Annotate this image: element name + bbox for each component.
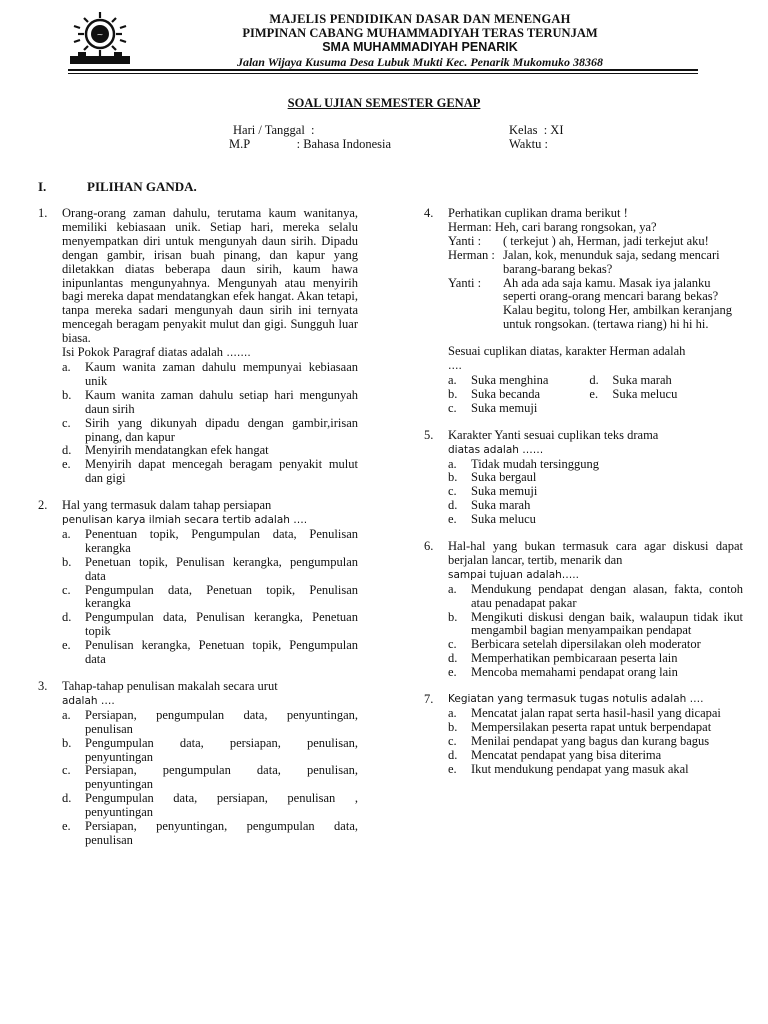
option-a[interactable]: a. Kaum wanita zaman dahulu mempunyai kebiasaan unik: [62, 359, 358, 388]
option-e[interactable]: e. Penulisan kerangka, Penetuan topik, Pengumpulan data: [62, 638, 358, 667]
question-stem: Orang-orang zaman dahulu, terutama kaum wanitanya, memiliki kebiasaan unik. Setiap hari, mereka selalu menyempatkan diri untuk mengunyah daun sirih. Dipadu dengan gambir, irisan buah pinang, dan kapur yang diletakkan diatas beberapa daun sirih, kaum hawa inipunlantas mengunyahnya. Mengunyah atau menyirih bagi mereka dapat mendatangkan efek hangat. Akan tetapi, tanpa mereka sadari mengunyah daun sirih ini ternyata mencegah beragam penyakit mulut dan gigi. Sungguh luar biasa.: [62, 206, 358, 346]
svg-text:~: ~: [96, 30, 104, 39]
question-number: 2.: [38, 498, 48, 513]
option-d[interactable]: d. Suka marah: [589, 372, 672, 387]
right-column: [424, 207, 743, 790]
question-5: [424, 429, 743, 527]
drama-excerpt: [448, 221, 743, 332]
letterhead-rule-thick: [68, 69, 698, 71]
option-b[interactable]: b. Suka becanda: [448, 386, 541, 401]
question-number: 5.: [424, 427, 434, 442]
option-row: [448, 374, 743, 388]
option-d[interactable]: d. Menyirih mendatangkan efek hangat: [62, 443, 269, 458]
option-c[interactable]: c. Pengumpulan data, Penetuan topik, Penulisan kerangka: [62, 582, 358, 611]
question-1: [38, 207, 358, 486]
option-e[interactable]: e. Suka melucu: [589, 386, 678, 401]
school-address: Jalan Wijaya Kusuma Desa Lubuk Mukti Kec. Penarik Mukomuko 38368: [236, 55, 604, 69]
option-c[interactable]: c. Persiapan, pengumpulan data, penulisan, penyuntingan: [62, 763, 358, 792]
option-list: [62, 528, 358, 667]
option-c[interactable]: c. Berbicara setelah dipersilakan oleh moderator: [448, 637, 701, 652]
question-prompt: Sesuai cuplikan diatas, karakter Herman adalah ….: [448, 344, 686, 373]
question-stem: Kegiatan yang termasuk tugas notulis adalah ….: [448, 693, 704, 706]
question-number: 1.: [38, 206, 48, 220]
letterhead-line-1: MAJELIS PENDIDIKAN DASAR DAN MENENGAH: [269, 12, 571, 26]
left-column: [38, 207, 358, 861]
option-e[interactable]: e. Mencoba memahami pendapat orang lain: [448, 665, 678, 680]
option-a[interactable]: a. Tidak mudah tersinggung: [448, 456, 600, 471]
option-list: [62, 709, 358, 848]
option-list: [448, 707, 743, 777]
option-e[interactable]: e. Ikut mendukung pendapat yang masuk akal: [448, 761, 689, 776]
option-list: [448, 458, 743, 528]
option-row: [448, 388, 743, 402]
question-2: [38, 499, 358, 667]
section-title: PILIHAN GANDA.: [87, 179, 197, 194]
question-stem: Hal yang termasuk dalam tahap persiapan penulisan karya ilmiah secara tertib adalah ….: [62, 498, 308, 527]
option-b[interactable]: b. Penetuan topik, Penulisan kerangka, pengumpulan data: [62, 554, 358, 583]
option-d[interactable]: d. Pengumpulan data, Penulisan kerangka, Penetuan topik: [62, 610, 358, 639]
question-4: [424, 207, 743, 416]
question-number: 7.: [424, 692, 434, 707]
option-e[interactable]: e. Persiapan, penyuntingan, pengumpulan data, penulisan: [62, 819, 358, 847]
option-b[interactable]: b. Kaum wanita zaman dahulu setiap hari mengunyah daun sirih: [62, 387, 358, 416]
drama-line: Yanti : ( terkejut ) ah, Herman, jadi terkejut aku!: [448, 233, 709, 248]
exam-title: SOAL UJIAN SEMESTER GENAP: [287, 96, 481, 110]
drama-line: Yanti : Ah ada ada saja kamu. Masak iya jalanku seperti orang-orang mencari barang bekas? Kalau begitu, tolong Her, ambilkan keranjang untuk rongsokan. (tertawa riang) hi hi hi.: [448, 275, 732, 332]
option-b[interactable]: b. Mempersilakan peserta rapat untuk berpendapat: [448, 719, 712, 734]
option-b[interactable]: b. Pengumpulan data, persiapan, penulisan, penyuntingan: [62, 735, 358, 764]
option-c[interactable]: c. Suka memuji: [448, 400, 538, 415]
option-b[interactable]: b. Suka bergaul: [448, 470, 537, 485]
option-c[interactable]: c. Suka memuji: [448, 484, 538, 499]
option-a[interactable]: a. Mencatat jalan rapat serta hasil-hasil yang dicapai: [448, 706, 721, 720]
option-a[interactable]: a. Suka menghina: [448, 372, 549, 387]
option-b[interactable]: b. Mengikuti diskusi dengan baik, walaupun tidak ikut mengambil bagian menyampaikan pendapat: [448, 609, 743, 638]
question-3: [38, 680, 358, 848]
day-date-label: Hari / Tanggal :: [233, 123, 315, 137]
option-d[interactable]: d. Memperhatikan pembicaraan peserta lain: [448, 651, 678, 666]
question-7: [424, 693, 743, 776]
option-c[interactable]: c. Sirih yang dikunyah dipadu dengan gambir,irisan pinang, dan kapur: [62, 415, 358, 444]
school-name: SMA MUHAMMADIYAH PENARIK: [322, 40, 518, 54]
question-6: [424, 540, 743, 680]
muhammadiyah-logo-icon: [68, 8, 132, 66]
option-list: [448, 583, 743, 680]
option-a[interactable]: a. Penentuan topik, Pengumpulan data, Penulisan kerangka: [62, 526, 358, 555]
option-a[interactable]: a. Mendukung pendapat dengan alasan, fakta, contoh atau penadapat pakar: [448, 581, 743, 610]
drama-line: Herman: Heh, cari barang rongsokan, ya?: [448, 219, 657, 234]
option-list: [448, 374, 743, 416]
question-number: 6.: [424, 539, 434, 554]
option-e[interactable]: e. Suka melucu: [448, 512, 536, 527]
question-number: 4.: [424, 206, 434, 220]
drama-line: Herman : Jalan, kok, menunduk saja, sedang mencari barang-barang bekas?: [448, 247, 720, 276]
section-number: I.: [38, 179, 47, 194]
question-stem: Perhatikan cuplikan drama berikut !: [448, 206, 628, 220]
question-stem: Hal-hal yang bukan termasuk cara agar diskusi dapat berjalan lancar, tertib, menarik dan sampai tujuan adalah…..: [448, 539, 743, 581]
letterhead-line-2: PIMPINAN CABANG MUHAMMADIYAH TERAS TERUNJAM: [242, 26, 598, 40]
option-d[interactable]: d. Suka marah: [448, 498, 531, 513]
question-prompt: Isi Pokok Paragraf diatas adalah …….: [62, 345, 251, 360]
question-number: 3.: [38, 679, 48, 693]
time-label: Waktu :: [509, 137, 548, 151]
option-list: [62, 361, 358, 486]
option-d[interactable]: d. Mencatat pendapat yang bisa diterima: [448, 747, 662, 762]
question-stem: Tahap-tahap penulisan makalah secara urut adalah ….: [62, 679, 278, 707]
subject-label: M.P : Bahasa Indonesia: [229, 137, 392, 151]
question-stem: Karakter Yanti sesuai cuplikan teks drama diatas adalah ……: [448, 427, 659, 456]
option-e[interactable]: e. Menyirih dapat mencegah beragam penyakit mulut dan gigi: [62, 457, 358, 486]
option-c[interactable]: c. Menilai pendapat yang bagus dan kurang bagus: [448, 733, 710, 748]
letterhead-rule-thin: [68, 73, 698, 74]
option-d[interactable]: d. Pengumpulan data, persiapan, penulisan , penyuntingan: [62, 791, 358, 820]
class-label: Kelas : XI: [509, 123, 564, 137]
option-a[interactable]: a. Persiapan, pengumpulan data, penyuntingan, penulisan: [62, 707, 358, 736]
